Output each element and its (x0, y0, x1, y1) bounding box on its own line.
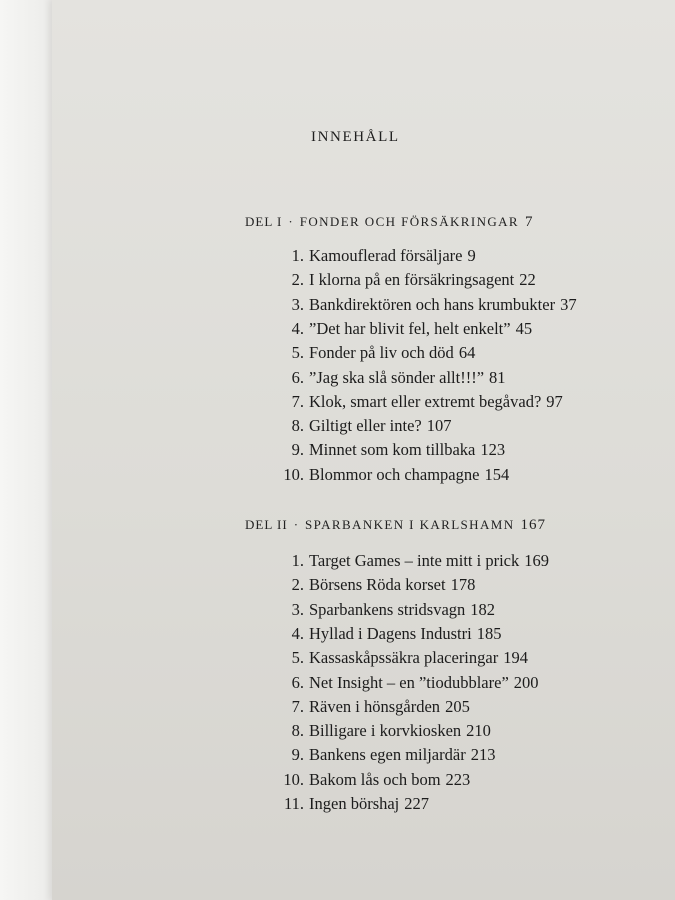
part-heading-1 (245, 214, 534, 231)
part-label: DEL II (245, 517, 288, 532)
chapter-number: 10. (283, 464, 304, 484)
chapter-title: Bankdirektören och hans krumbukter (309, 294, 556, 314)
chapter-page: 64 (458, 343, 476, 363)
chapter-line (309, 648, 528, 668)
chapter-number: 3. (291, 294, 304, 314)
chapter-title: Kassaskåpssäkra placeringar (309, 648, 499, 668)
chapter-number: 8. (291, 416, 304, 436)
toc-entry (0, 575, 675, 599)
chapter-title: Klok, smart eller extremt begåvad? (309, 391, 542, 411)
chapter-line (309, 551, 549, 571)
chapter-number: 8. (291, 721, 304, 741)
chapter-line (309, 721, 491, 741)
part-name: SPARBANKEN I KARLSHAMN (305, 517, 515, 532)
chapter-number: 6. (291, 672, 304, 692)
chapter-number: 6. (291, 367, 304, 387)
part-label: DEL I (245, 214, 283, 229)
chapter-title: Giltigt eller inte? (309, 416, 422, 436)
chapter-line (309, 392, 563, 412)
chapter-number: 4. (291, 318, 304, 338)
chapter-page: 213 (470, 745, 496, 765)
toc-entry (0, 440, 675, 464)
part-page: 167 (520, 517, 547, 533)
toc-entry (0, 392, 675, 416)
chapter-line (309, 624, 501, 644)
chapter-page: 223 (445, 769, 471, 789)
toc-entry (0, 270, 675, 294)
separator-dot: · (288, 214, 294, 229)
chapter-page: 182 (470, 599, 496, 619)
toc-entry (0, 648, 675, 672)
chapter-page: 227 (404, 794, 430, 813)
chapter-number: 1. (291, 551, 304, 570)
chapter-page: 37 (560, 294, 577, 314)
chapter-title: Net Insight – en ”tiodubblare” (309, 672, 509, 692)
chapter-page: 154 (484, 464, 510, 484)
chapter-title: Blommor och champagne (309, 464, 480, 484)
chapter-page: 185 (476, 623, 502, 643)
chapter-line (309, 416, 451, 436)
chapter-title: Börsens Röda korset (309, 575, 446, 595)
part-name: FONDER OCH FÖRSÄKRINGAR (299, 214, 520, 229)
chapter-line (309, 343, 475, 363)
chapter-number: 9. (291, 440, 304, 460)
chapter-number: 2. (291, 575, 304, 595)
chapter-line (309, 465, 509, 485)
chapter-line (309, 600, 495, 620)
chapter-line (309, 246, 476, 266)
chapter-page: 205 (445, 696, 470, 716)
toc-entry (0, 246, 675, 270)
toc-entry (0, 697, 675, 721)
chapter-number: 7. (291, 696, 304, 716)
chapter-number: 5. (291, 343, 304, 363)
chapter-title: Minnet som kom tillbaka (309, 440, 476, 460)
chapter-title: Fonder på liv och död (309, 343, 454, 363)
chapter-page: 178 (450, 575, 476, 595)
chapter-title: Billigare i korvkiosken (309, 721, 462, 741)
chapter-page: 45 (515, 318, 533, 338)
chapter-line (309, 794, 429, 814)
chapter-line (309, 368, 506, 388)
toc-entry (0, 368, 675, 392)
toc-entry (0, 295, 675, 319)
chapter-number: 2. (291, 270, 304, 290)
toc-entry (0, 465, 675, 489)
part-heading-2 (245, 517, 546, 534)
chapter-number: 7. (291, 391, 304, 411)
chapter-title: Kamouflerad försäljare (309, 246, 463, 265)
chapter-title: Bakom lås och bom (309, 769, 441, 789)
chapter-page: 9 (467, 246, 476, 265)
chapter-line (309, 697, 470, 717)
chapter-line (309, 295, 577, 315)
chapter-page: 22 (519, 270, 536, 290)
chapter-title: Sparbankens stridsvagn (309, 599, 466, 619)
chapter-title: Ingen börshaj (309, 794, 400, 813)
chapter-page: 107 (426, 416, 452, 436)
toc-entry (0, 600, 675, 624)
chapter-page: 210 (466, 721, 491, 741)
chapter-line (309, 440, 505, 460)
chapter-page: 200 (513, 672, 539, 692)
chapter-title: ”Det har blivit fel, helt enkelt” (309, 318, 511, 338)
chapter-number: 3. (291, 599, 304, 619)
chapter-number: 10. (283, 769, 304, 789)
toc-entry (0, 319, 675, 343)
toc-entry (0, 721, 675, 745)
chapter-title: I klorna på en försäkringsagent (309, 270, 515, 290)
chapter-number: 5. (291, 648, 304, 668)
toc-entry (0, 673, 675, 697)
chapter-line (309, 770, 470, 790)
toc-entry (0, 624, 675, 648)
part-page: 7 (525, 214, 534, 230)
toc-entry (0, 745, 675, 769)
chapter-page: 169 (524, 551, 549, 570)
chapter-line (309, 270, 536, 290)
separator-dot: · (293, 517, 300, 532)
chapter-title: ”Jag ska slå sönder allt!!!” (309, 367, 485, 387)
toc-entry (0, 416, 675, 440)
chapter-line (309, 673, 539, 693)
chapter-number: 11. (283, 794, 304, 813)
chapter-title: Target Games – inte mitt i prick (309, 551, 520, 570)
toc-entry (0, 551, 675, 575)
chapter-line (309, 745, 495, 765)
chapter-page: 123 (480, 440, 506, 460)
chapter-number: 1. (291, 246, 304, 265)
chapter-line (309, 575, 475, 595)
chapter-page: 97 (546, 391, 563, 411)
chapter-title: Hyllad i Dagens Industri (309, 623, 472, 643)
toc-entry (0, 343, 675, 367)
chapter-title: Bankens egen miljardär (309, 745, 466, 765)
toc-entry (0, 794, 675, 818)
toc-entry (0, 770, 675, 794)
toc-heading: INNEHÅLL (311, 129, 400, 145)
chapter-number: 4. (291, 623, 304, 643)
chapter-number: 9. (291, 745, 304, 765)
chapter-line (309, 319, 532, 339)
chapter-page: 194 (503, 648, 528, 668)
chapter-title: Räven i hönsgården (309, 696, 441, 716)
chapter-page: 81 (489, 367, 506, 387)
